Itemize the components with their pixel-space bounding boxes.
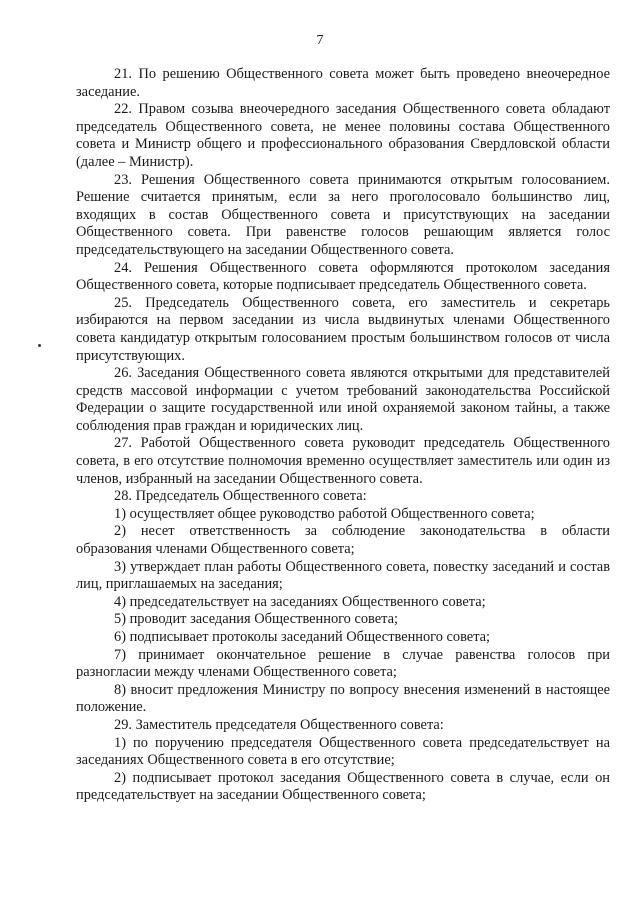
paragraph: 2) несет ответственность за соблюдение законодательства в области образования членами Общественного совета; <box>76 523 610 558</box>
paragraph: 4) председательствует на заседаниях Общественного совета; <box>114 593 486 610</box>
paragraph: 8) вносит предложения Министру по вопросу внесения изменений в настоящее положение. <box>76 681 610 716</box>
paragraph: 5) проводит заседания Общественного совета; <box>114 611 399 628</box>
paragraph: 25. Председатель Общественного совета, его заместитель и секретарь избираются на первом заседании из числа выдвинутых членами Общественного совета кандидатур открытым голосованием простым большинством голосов от числа присутствующих. <box>76 294 610 364</box>
paragraph: 6) подписывает протоколы заседаний Общественного совета; <box>114 629 491 645</box>
paragraph: 24. Решения Общественного совета оформляются протоколом заседания Общественного совета, которые подписывает председатель Общественного совета. <box>76 259 610 294</box>
paragraph: 26. Заседания Общественного совета являются открытыми для представителей средств массовой информации с учетом требований законодательства Российской Федерации о защите государственной или иной охраняемой законом тайны, а также соблюдения прав граждан и юридических лиц. <box>76 365 610 434</box>
paragraph: 29. Заместитель председателя Общественного совета: <box>114 716 444 733</box>
paragraph: 2) подписывает протокол заседания Общественного совета в случае, если он председательствует на заседании Общественного совета; <box>76 769 610 804</box>
paragraph: 1) по поручению председателя Общественного совета председательствует на заседаниях Общественного совета в его отсутствие; <box>76 734 610 769</box>
paragraph: 22. Правом созыва внеочередного заседания Общественного совета обладают председатель Общественного совета, не менее половины состава Общественного совета и Министр общего и профессионального образования Свердловской области (далее – Министр). <box>76 101 610 170</box>
paragraph: 27. Работой Общественного совета руководит председатель Общественного совета, в его отсутствие полномочия временно осуществляет заместитель или один из членов, избранный на заседании Общественного совета. <box>76 435 610 487</box>
paragraph: 7) принимает окончательное решение в случае равенства голосов при разногласии между членами Общественного совета; <box>76 646 610 681</box>
paragraph: 3) утверждает план работы Общественного совета, повестку заседаний и состав лиц, приглашаемых на заседания; <box>76 558 610 593</box>
page-number: 7 <box>316 33 324 48</box>
scan-speck <box>38 344 41 347</box>
paragraph: 21. По решению Общественного совета может быть проведено внеочередное заседание. <box>76 66 610 100</box>
paragraph: 1) осуществляет общее руководство работой Общественного совета; <box>114 505 535 522</box>
document-body <box>76 66 610 805</box>
paragraph: 28. Председатель Общественного совета: <box>114 488 367 505</box>
paragraph: 23. Решения Общественного совета принимаются открытым голосованием. Решение считается принятым, если за него проголосовало большинство лиц, входящих в состав Общественного совета и присутствующих на заседании Общественного совета. При равенстве голосов решающим является голос председательствующего на заседании Общественного совета. <box>76 171 610 258</box>
